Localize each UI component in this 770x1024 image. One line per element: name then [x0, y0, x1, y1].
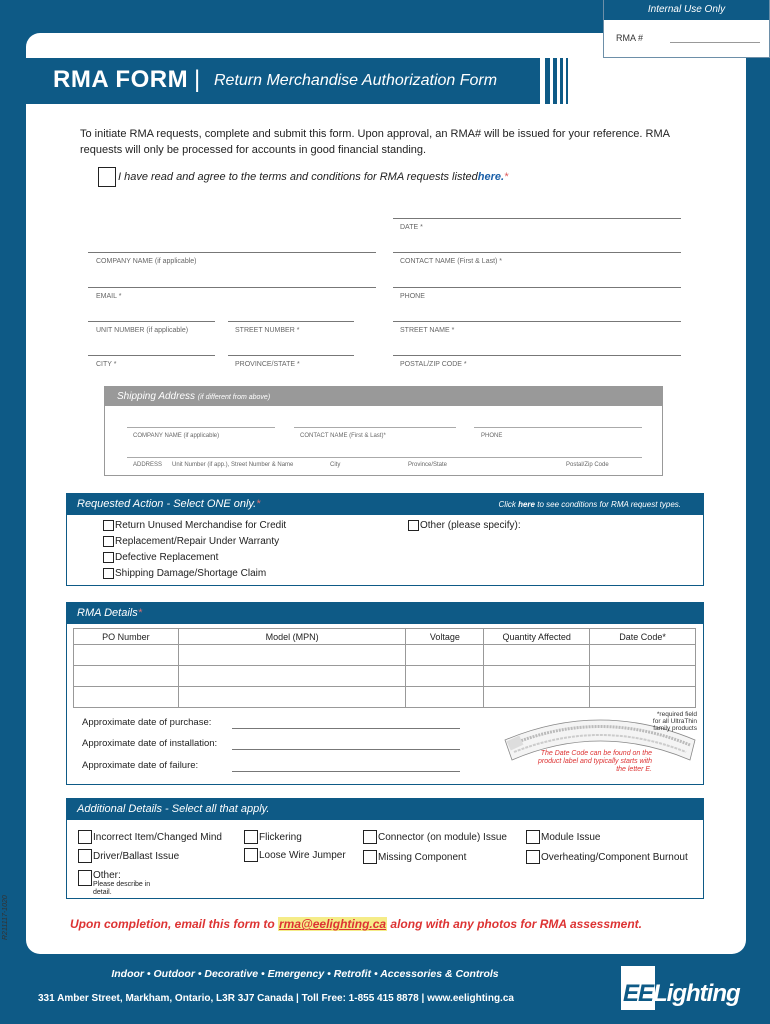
checkbox[interactable]	[244, 830, 258, 844]
email-label: EMAIL *	[96, 293, 122, 300]
option-other[interactable]: Other (please specify):	[408, 520, 521, 531]
col-model: Model (MPN)	[178, 629, 406, 645]
rma-details-table	[73, 628, 696, 708]
option-connector-issue[interactable]: Connector (on module) Issue	[363, 830, 507, 844]
rma-number-field[interactable]	[670, 42, 760, 43]
email-address-link[interactable]: rma@eelighting.ca	[279, 917, 387, 931]
province-field[interactable]	[228, 355, 354, 356]
street-number-label: STREET NUMBER *	[235, 327, 300, 334]
option-flickering[interactable]: Flickering	[244, 830, 302, 844]
checkbox[interactable]	[363, 850, 377, 864]
ship-phone-field[interactable]	[474, 427, 642, 428]
street-name-label: STREET NAME *	[400, 327, 455, 334]
checkbox[interactable]	[103, 568, 114, 579]
option-missing-component[interactable]: Missing Component	[363, 850, 466, 864]
checkbox[interactable]	[103, 536, 114, 547]
col-date-code: Date Code*	[590, 629, 696, 645]
checkbox[interactable]	[103, 520, 114, 531]
installation-date-field[interactable]	[232, 749, 460, 750]
ship-city-label: City	[330, 462, 341, 468]
email-field[interactable]	[88, 287, 376, 288]
ship-province-label: Province/State	[408, 462, 448, 468]
option-replacement-repair[interactable]: Replacement/Repair Under Warranty	[103, 536, 279, 547]
checkbox[interactable]	[526, 850, 540, 864]
additional-details-header: Additional Details - Select all that apply.	[67, 799, 703, 820]
failure-date-label: Approximate date of failure:	[82, 760, 199, 771]
eelighting-logo: EELighting	[621, 966, 761, 1010]
street-number-field[interactable]	[228, 321, 354, 322]
table-row	[74, 645, 696, 666]
option-overheating[interactable]: Overheating/Component Burnout	[526, 850, 688, 864]
table-row	[74, 666, 696, 687]
title-bar	[26, 58, 540, 104]
internal-use-label: Internal Use Only	[604, 0, 769, 20]
checkbox[interactable]	[78, 870, 92, 886]
terms-agreement: I have read and agree to the terms and conditions for RMA requests listed here . *	[98, 167, 508, 187]
option-return-unused[interactable]: Return Unused Merchandise for Credit	[103, 520, 286, 531]
checkbox[interactable]	[408, 520, 419, 531]
street-name-field[interactable]	[393, 321, 681, 322]
installation-date-label: Approximate date of installation:	[82, 738, 218, 749]
ship-contact-label: CONTACT NAME (First & Last)*	[300, 433, 386, 439]
document-code: R211117-1020	[2, 895, 9, 940]
purchase-date-field[interactable]	[232, 728, 460, 729]
rma-details-header: RMA Details*	[67, 603, 703, 624]
purchase-date-label: Approximate date of purchase:	[82, 717, 212, 728]
ship-address-field[interactable]	[127, 457, 642, 458]
city-label: CITY *	[96, 361, 117, 368]
option-module-issue[interactable]: Module Issue	[526, 830, 600, 844]
terms-link[interactable]: here	[477, 171, 501, 183]
failure-date-field[interactable]	[232, 771, 460, 772]
col-voltage: Voltage	[406, 629, 484, 645]
unit-field[interactable]	[88, 321, 215, 322]
option-incorrect-item[interactable]: Incorrect Item/Changed Mind	[78, 830, 222, 844]
intro-text: To initiate RMA requests, complete and submit this form. Upon approval, an RMA# will be issued for your reference. RMA requests will only be processed for accounts in good financial standing.	[80, 128, 670, 156]
checkbox[interactable]	[244, 848, 258, 862]
col-quantity: Quantity Affected	[484, 629, 590, 645]
checkbox[interactable]	[103, 552, 114, 563]
contact-field[interactable]	[393, 252, 681, 253]
requested-action-header: Requested Action - Select ONE only.* Click here to see conditions for RMA request types.	[67, 494, 703, 515]
internal-use-box	[603, 0, 770, 58]
title-bars-decoration	[545, 58, 569, 104]
option-other-additional[interactable]: Other: Please describe in detail.	[78, 870, 153, 897]
checkbox[interactable]	[78, 830, 92, 844]
shipping-header: Shipping Address (if different from above)	[105, 387, 662, 406]
company-label: COMPANY NAME (if applicable)	[96, 258, 197, 265]
title-separator: |	[194, 66, 201, 93]
ship-phone-label: PHONE	[481, 433, 503, 439]
terms-text: I have read and agree to the terms and conditions for RMA requests listed	[118, 171, 478, 183]
postal-label: POSTAL/ZIP CODE *	[400, 361, 467, 368]
form-subtitle: Return Merchandise Authorization Form	[214, 72, 498, 89]
ship-unit-label: Unit Number (if app.), Street Number & Name	[172, 462, 294, 468]
checkbox[interactable]	[363, 830, 377, 844]
postal-field[interactable]	[393, 355, 681, 356]
option-loose-wire[interactable]: Loose Wire Jumper	[244, 848, 346, 862]
contact-label: CONTACT NAME (First & Last) *	[400, 258, 503, 265]
option-shipping-damage[interactable]: Shipping Damage/Shortage Claim	[103, 568, 266, 579]
required-field-note: *required field for all UltraThin family products	[652, 711, 697, 732]
option-driver-ballast[interactable]: Driver/Ballast Issue	[78, 849, 179, 863]
checkbox[interactable]	[526, 830, 540, 844]
form-title: RMA FORM	[53, 66, 189, 93]
ship-company-field[interactable]	[127, 427, 275, 428]
footer-categories: Indoor • Outdoor • Decorative • Emergency • Retrofit • Accessories & Controls	[111, 968, 499, 980]
date-code-note: The Date Code can be found on the product label and typically starts with the letter E.	[538, 750, 652, 773]
ship-contact-field[interactable]	[294, 427, 456, 428]
date-label: DATE *	[400, 224, 423, 231]
footer-address: 331 Amber Street, Markham, Ontario, L3R 3J7 Canada | Toll Free: 1-855 415 8878 | www.eelighting.ca	[38, 993, 514, 1004]
conditions-link[interactable]: here	[518, 500, 535, 509]
ship-company-label: COMPANY NAME (if applicable)	[133, 433, 220, 439]
date-field[interactable]	[393, 218, 681, 219]
unit-label: UNIT NUMBER (if applicable)	[96, 327, 189, 334]
col-po-number: PO Number	[74, 629, 179, 645]
phone-field[interactable]	[393, 287, 681, 288]
ship-postal-label: Postal/Zip Code	[566, 462, 609, 468]
company-field[interactable]	[88, 252, 376, 253]
email-instruction: Upon completion, email this form to rma@eelighting.ca along with any photos for RMA assessment.	[70, 917, 643, 931]
option-defective-replacement[interactable]: Defective Replacement	[103, 552, 218, 563]
city-field[interactable]	[88, 355, 215, 356]
province-label: PROVINCE/STATE *	[235, 361, 300, 368]
checkbox[interactable]	[78, 849, 92, 863]
terms-checkbox[interactable]	[98, 167, 116, 187]
ship-address-label: ADDRESS	[133, 462, 163, 468]
rma-number-label: RMA #	[616, 33, 644, 43]
phone-label: PHONE	[400, 293, 425, 300]
